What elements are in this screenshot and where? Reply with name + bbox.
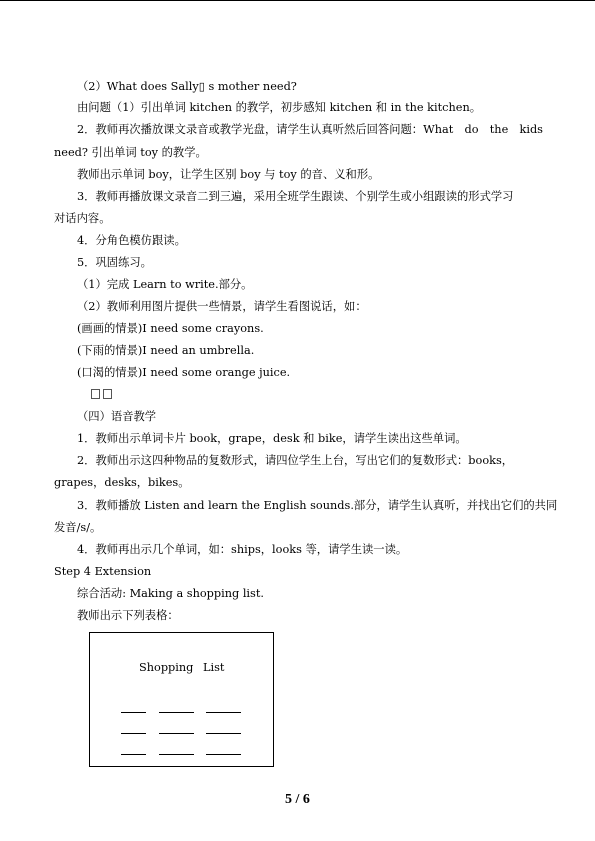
paragraph-line: 2．教师出示这四种物品的复数形式，请四位学生上台，写出它们的复数形式：books， <box>77 454 514 467</box>
paragraph-line: 3．教师再播放课文录音二到三遍，采用全班学生跟读、个别学生或小组跟读的形式学习 <box>77 190 514 203</box>
paragraph-line: 发音/s/。 <box>54 521 102 534</box>
justified-line <box>77 123 543 137</box>
table-title-word: List <box>203 661 225 674</box>
paragraph-line: 4．教师再出示几个单词，如：ships，looks 等，请学生读一读。 <box>77 543 408 556</box>
table-title-word: Shopping <box>139 661 194 674</box>
paragraph-line: grapes，desks，bikes。 <box>54 476 190 489</box>
text-fragment: 2．教师再次播放课文录音或教学光盘，请学生认真听然后回答问题：What <box>77 123 454 136</box>
blank-line <box>121 712 146 713</box>
text-fragment: the <box>489 123 509 136</box>
top-rule <box>0 0 595 1</box>
paragraph-line: 教师出示单词 boy，让学生区别 boy 与 toy 的音、义和形。 <box>77 168 380 181</box>
paragraph-line: 5．巩固练习。 <box>77 256 152 269</box>
blank-line <box>159 754 194 755</box>
step-heading: Step 4 Extension <box>54 565 152 578</box>
blank-line <box>206 754 241 755</box>
blank-line <box>206 712 241 713</box>
paragraph-line: 由问题（1）引出单词 kitchen 的教学，初步感知 kitchen 和 in the kitchen。 <box>77 101 482 114</box>
paragraph-line: 教师出示下列表格： <box>77 609 179 622</box>
text-fragment: kids <box>519 123 543 136</box>
paragraph-line: 对话内容。 <box>54 212 111 225</box>
text-fragment: do <box>464 123 479 136</box>
section-heading: （四）语音教学 <box>77 410 157 423</box>
paragraph-line: 3．教师播放 Listen and learn the English sounds.部分，请学生认真听，并找出它们的共同 <box>77 499 558 512</box>
paragraph-line: （1）完成 Learn to write.部分。 <box>77 278 253 291</box>
paragraph-line: 1．教师出示单词卡片 book，grape，desk 和 bike，请学生读出这些单词。 <box>77 432 467 445</box>
placeholder-box <box>103 389 112 399</box>
page-number: 5 / 6 <box>285 792 310 807</box>
paragraph-line: 综合活动: Making a shopping list. <box>77 587 264 600</box>
blank-line <box>206 733 241 734</box>
blank-line <box>159 733 194 734</box>
placeholder-box <box>91 389 100 399</box>
blank-line <box>159 712 194 713</box>
paragraph-line: （2）教师利用图片提供一些情景，请学生看图说话，如： <box>77 300 367 313</box>
placeholder-boxes <box>91 389 112 399</box>
example-line: (口渴的情景)I need some orange juice. <box>77 366 291 379</box>
blank-line <box>121 733 146 734</box>
blank-line <box>121 754 146 755</box>
paragraph-line: 4．分角色模仿跟读。 <box>77 234 186 247</box>
example-line: (画画的情景)I need some crayons. <box>77 322 264 335</box>
question-line: （2）What does Sally▯ s mother need? <box>77 80 297 93</box>
example-line: (下雨的情景)I need an umbrella. <box>77 344 255 357</box>
shopping-list-table <box>89 632 274 767</box>
paragraph-line: need? 引出单词 toy 的教学。 <box>54 146 207 159</box>
